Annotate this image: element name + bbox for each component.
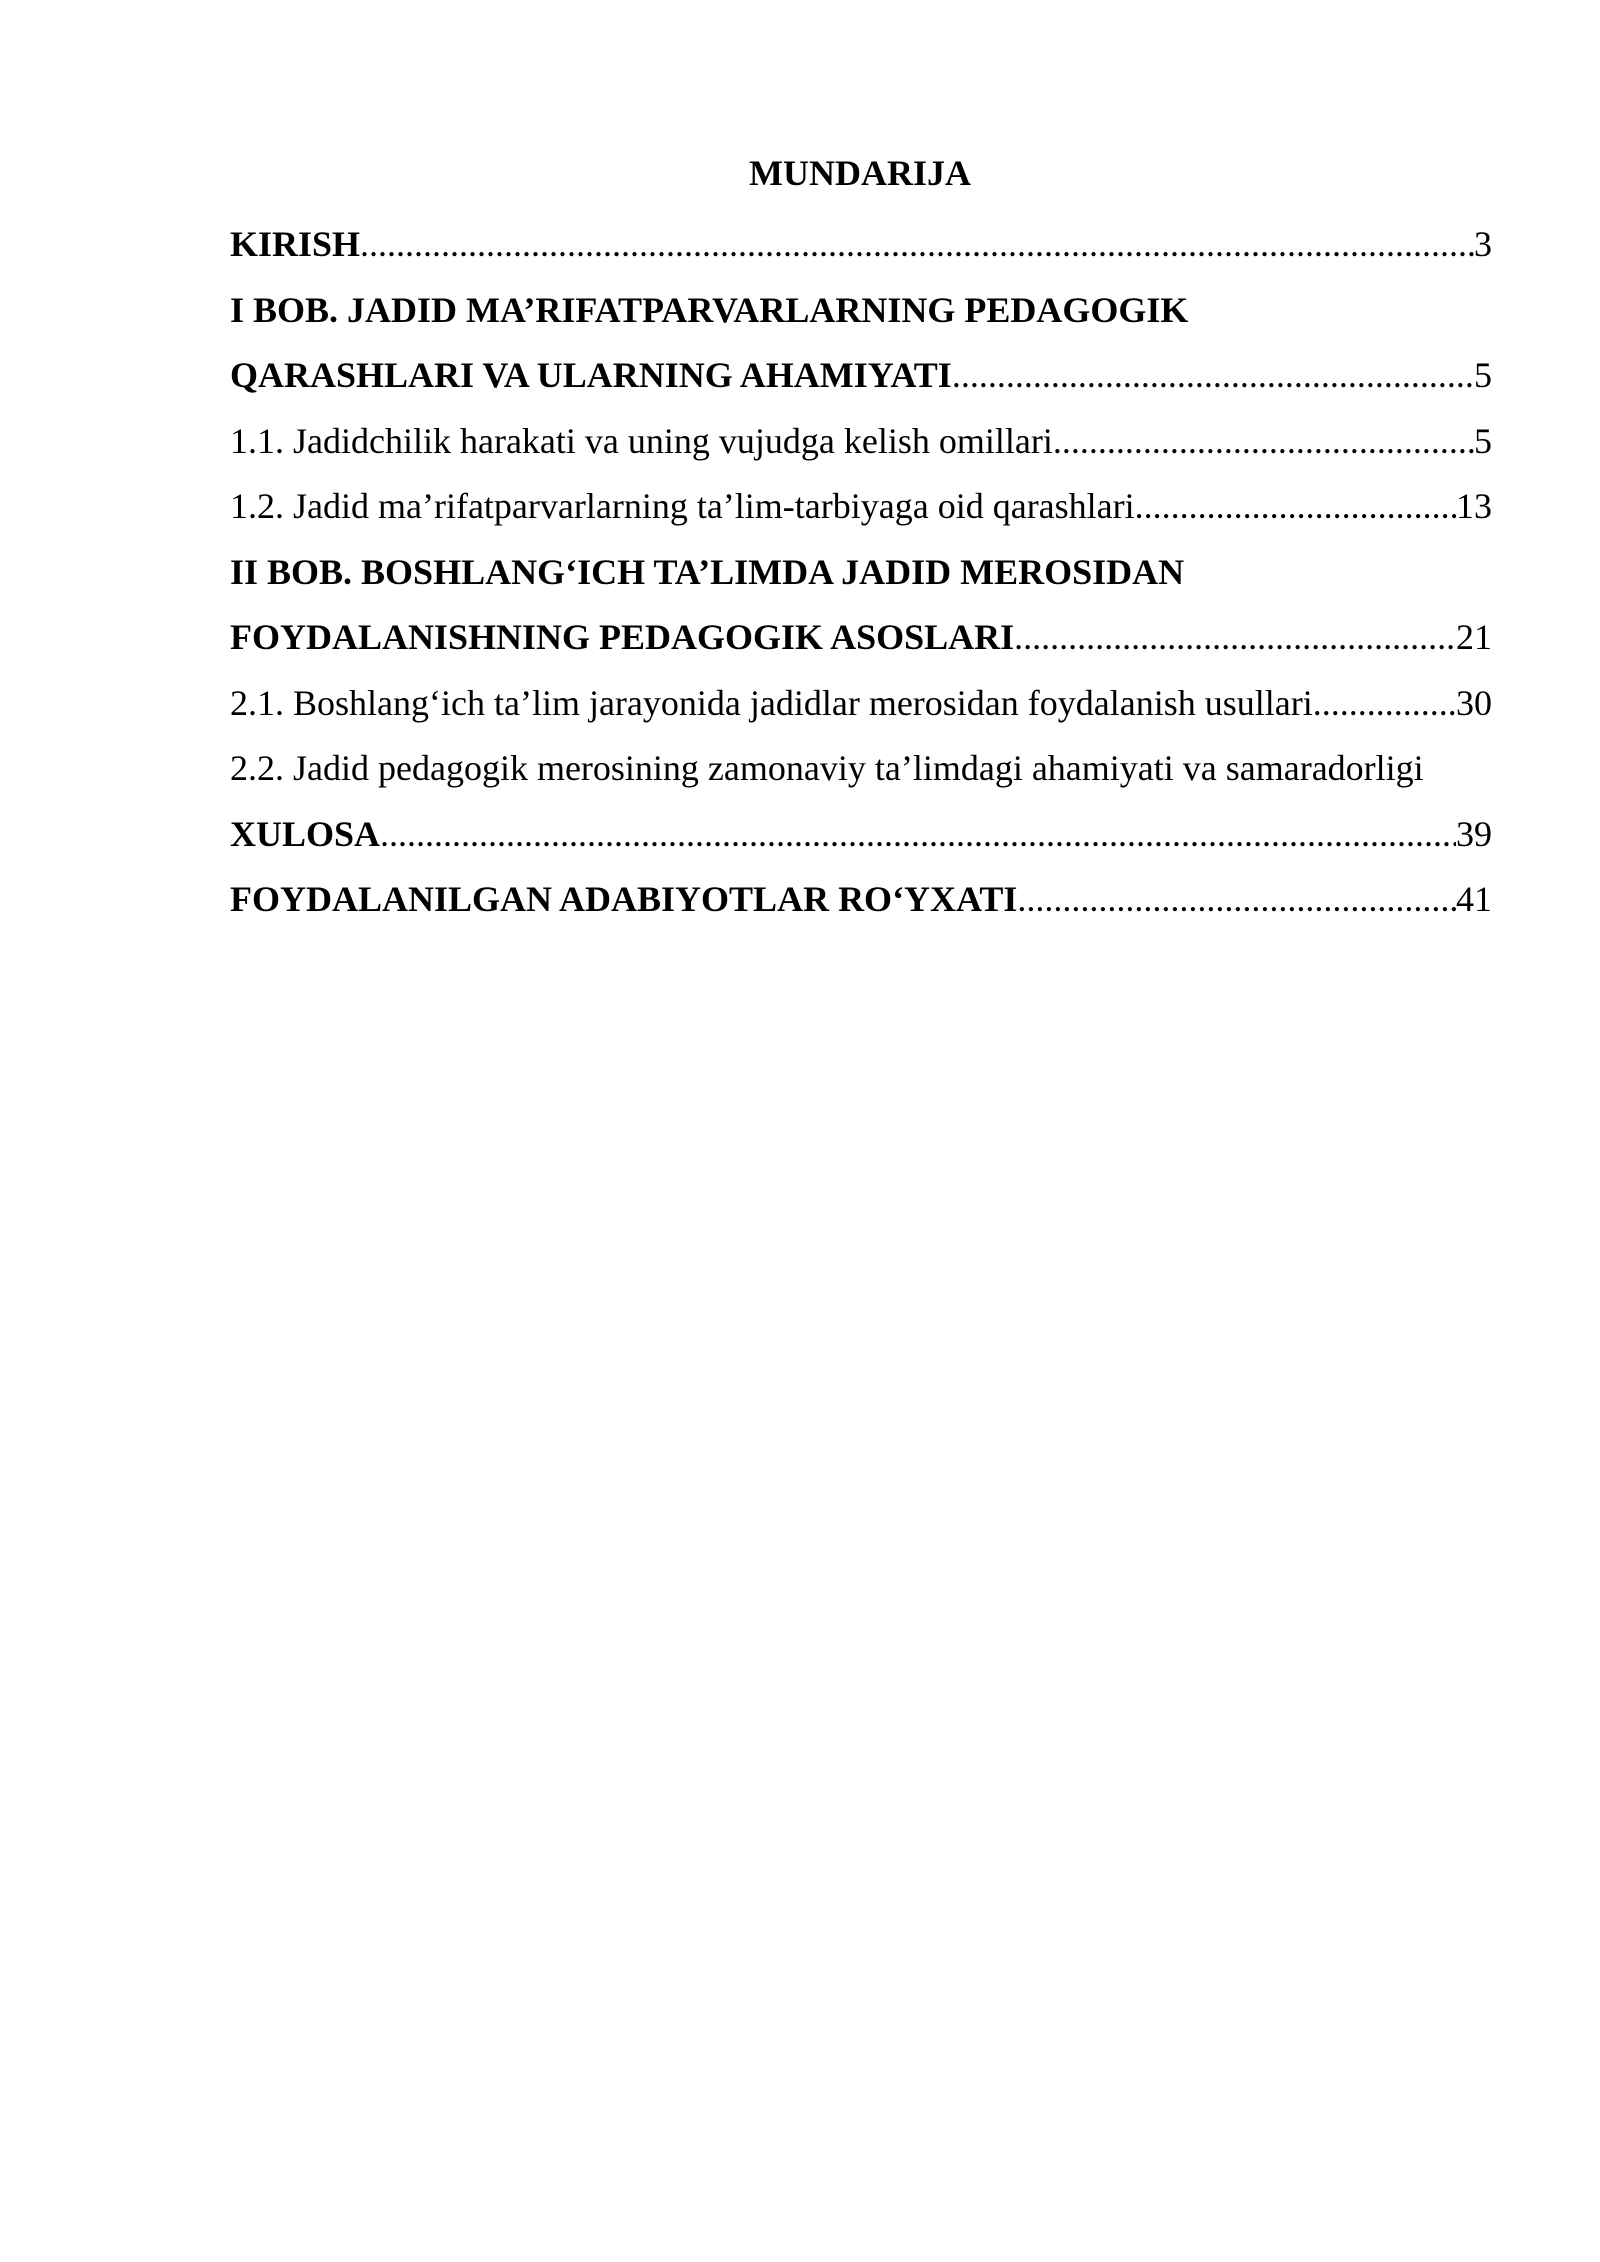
- toc-dot-leader: [1053, 409, 1474, 475]
- toc-entry-section-1-2[interactable]: [230, 474, 1492, 540]
- toc-entry-text: 1.2. Jadid ma’rifatparvarlarning ta’lim-tarbiyaga oid qarashlari: [230, 486, 1135, 526]
- toc-dot-leader: [1014, 605, 1456, 671]
- toc-dot-leader: [380, 802, 1456, 868]
- toc-entry-bibliography[interactable]: [230, 867, 1492, 933]
- toc-entry-text: FOYDALANILGAN ADABIYOTLAR RO‘YXATI: [230, 879, 1018, 919]
- toc-page-number: 39: [1456, 813, 1492, 854]
- toc-entry-text: 2.1. Boshlang‘ich ta’lim jarayonida jadidlar merosidan foydalanish usullari: [230, 682, 1313, 723]
- toc-entry-text: QARASHLARI VA ULARNING AHAMIYATI: [230, 355, 952, 395]
- toc-entry-text: I BOB. JADID MA’RIFATPARVARLARNING PEDAGOGIK: [230, 289, 1189, 330]
- toc-entry-chapter-1-line-2[interactable]: [230, 343, 1492, 409]
- toc-entry-text: KIRISH: [230, 224, 361, 264]
- toc-page-number: 30: [1456, 682, 1492, 723]
- toc-entry-text: 2.2. Jadid pedagogik merosining zamonaviy ta’limdagi ahamiyati va samaradorligi: [230, 748, 1424, 788]
- toc-title: MUNDARIJA: [749, 153, 971, 193]
- toc-entry-text: 1.1. Jadidchilik harakati va uning vujudga kelish omillari: [230, 420, 1053, 461]
- toc-page-number: 3: [1474, 224, 1492, 264]
- toc-page-number: 13: [1456, 486, 1492, 526]
- toc-entry-kirish[interactable]: [230, 212, 1492, 278]
- toc-entry-chapter-1-line-1[interactable]: [230, 278, 1492, 344]
- toc-entry-section-2-1[interactable]: [230, 671, 1492, 737]
- toc-entry-text: II BOB. BOSHLANG‘ICH TA’LIMDA JADID MEROSIDAN: [230, 551, 1185, 592]
- table-of-contents: [230, 212, 1492, 933]
- toc-page-number: 5: [1474, 355, 1492, 395]
- toc-page-number: 41: [1456, 879, 1492, 919]
- toc-dot-leader: [1313, 671, 1456, 737]
- toc-entry-chapter-2-line-1[interactable]: [230, 540, 1492, 606]
- toc-entry-section-1-1[interactable]: [230, 409, 1492, 475]
- toc-dot-leader: [1017, 867, 1456, 933]
- toc-dot-leader: [1135, 474, 1456, 540]
- toc-page-number: 21: [1456, 617, 1492, 657]
- toc-entry-section-2-2[interactable]: [230, 736, 1492, 802]
- toc-page-number: 5: [1474, 420, 1492, 461]
- toc-dot-leader: [952, 343, 1474, 409]
- toc-entry-xulosa[interactable]: [230, 802, 1492, 868]
- toc-entry-text: FOYDALANISHNING PEDAGOGIK ASOSLARI: [230, 617, 1015, 657]
- toc-entry-chapter-2-line-2[interactable]: [230, 605, 1492, 671]
- toc-entry-text: XULOSA: [230, 813, 381, 854]
- toc-dot-leader: [360, 212, 1474, 278]
